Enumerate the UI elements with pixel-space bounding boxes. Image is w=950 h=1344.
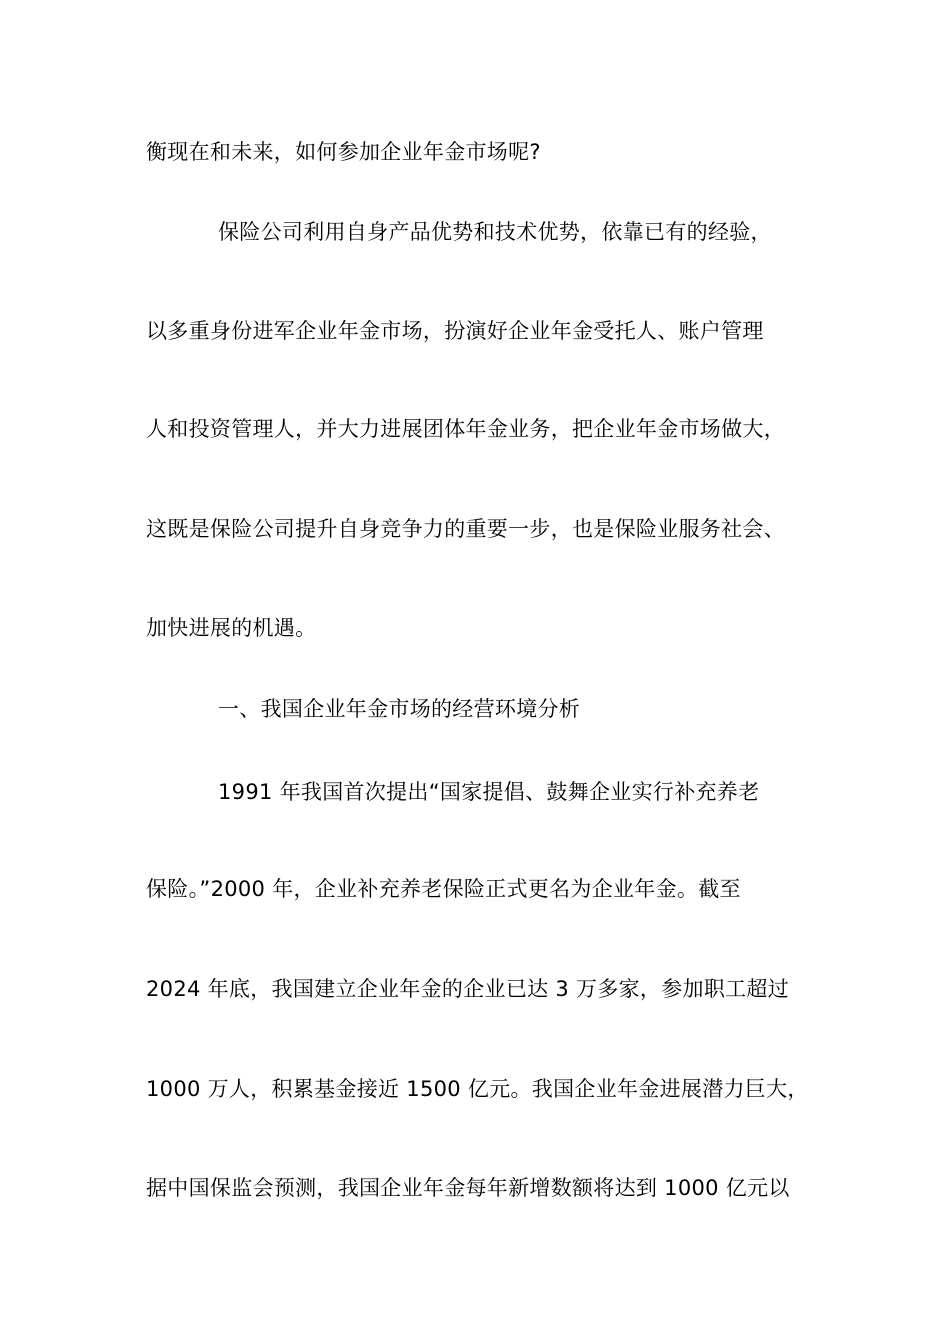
paragraph-line: 1991 年我国首次提出“国家提倡、鼓舞企业实行补充养老 bbox=[218, 780, 760, 804]
paragraph-line: 以多重身份进军企业年金市场，扮演好企业年金受托人、账户管理 bbox=[146, 319, 764, 343]
paragraph-line: 保险公司利用自身产品优势和技术优势，依靠已有的经验， bbox=[218, 220, 772, 244]
paragraph-line: 据中国保监会预测，我国企业年金每年新增数额将达到 1000 亿元以 bbox=[146, 1176, 790, 1200]
paragraph-line: 这既是保险公司提升自身竞争力的重要一步，也是保险业服务社会、 bbox=[146, 517, 785, 541]
section-heading: 一、我国企业年金市场的经营环境分析 bbox=[218, 697, 581, 721]
paragraph-line: 衡现在和未来，如何参加企业年金市场呢? bbox=[146, 140, 541, 164]
paragraph-line: 人和投资管理人，并大力进展团体年金业务，把企业年金市场做大， bbox=[146, 417, 785, 441]
paragraph-line: 保险。”2000 年，企业补充养老保险正式更名为企业年金。截至 bbox=[146, 877, 741, 901]
paragraph-line: 2024 年底，我国建立企业年金的企业已达 3 万多家，参加职工超过 bbox=[146, 977, 790, 1001]
paragraph-line: 1000 万人，积累基金接近 1500 亿元。我国企业年金进展潜力巨大， bbox=[146, 1077, 809, 1101]
paragraph-line: 加快进展的机遇。 bbox=[146, 616, 317, 640]
